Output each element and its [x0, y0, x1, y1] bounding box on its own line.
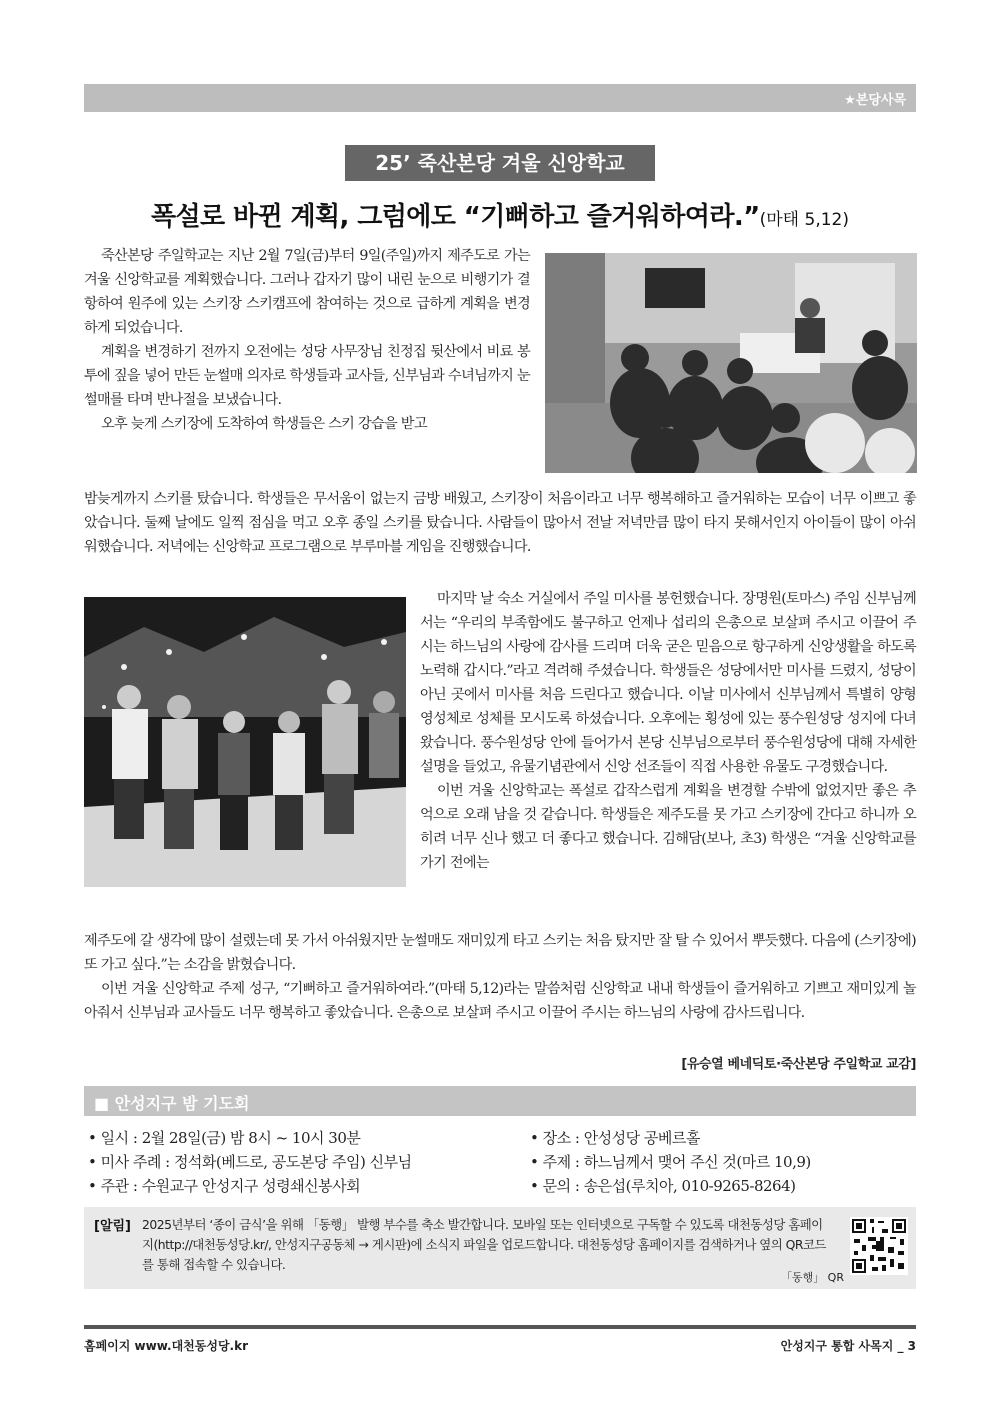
indoor-mass-photo	[545, 253, 917, 473]
prayer-info-left	[88, 1126, 412, 1198]
series-title: 25’ 죽산본당 겨울 신앙학교	[345, 145, 655, 181]
notice-text: 2025년부터 ‘종이 금식’을 위해 「동행」 발행 부수를 축소 발간합니다. 모바일 또는 인터넷으로 구독할 수 있도록 대천동성당 홈페이지(http://대천동성당.kr/, 안성지구공동체 → 게시판)에 소식지 파일을 업로드합니다. 대천동성당 홈페이지를 검색하거나 옆의 QR코드를 통해 접속할 수 있습니다.	[142, 1217, 826, 1272]
header-band	[84, 84, 916, 112]
footer-rule	[84, 1325, 916, 1329]
paragraph-1: 죽산본당 주일학교는 지난 2월 7일(금)부터 9일(주일)까지 제주도로 가는 겨울 신앙학교를 계획했습니다. 그러나 갑자기 많이 내린 눈으로 비행기가 결항하여 원주에 있는 스키장 스키캠프에 참여하는 것으로 급하게 계획을 변경하게 되었습니다.	[84, 248, 530, 336]
paragraph-5-rest: 제주도에 갈 생각에 많이 설렜는데 못 가서 아쉬웠지만 눈썰매도 재미있게 타고 스키는 처음 탔지만 잘 탈 수 있어서 뿌듯했다. 다음에 (스키장에) 또 가고 싶다.”는 소감을 밝혔습니다.	[84, 933, 916, 973]
qr-code-icon[interactable]	[850, 1217, 908, 1275]
ski-group-photo	[84, 597, 406, 887]
paragraph-2: 계획을 변경하기 전까지 오전에는 성당 사무장님 친정집 뒷산에서 비료 봉투에 짚을 넣어 만든 눈썰매 의자로 학생들과 교사들, 신부님과 수녀님까지 눈썰매를 타며 반나절을 보냈습니다.	[84, 344, 530, 408]
notice-box	[84, 1207, 916, 1289]
prayer-section-title: ■ 안성지구 밤 기도회	[94, 1094, 250, 1113]
article-column-right	[420, 587, 916, 875]
footer-homepage: 홈페이지 www.대천동성당.kr	[84, 1339, 249, 1353]
paragraph-4: 마지막 날 숙소 거실에서 주일 미사를 봉헌했습니다. 장명원(토마스) 주임 신부님께서는 “우리의 부족함에도 불구하고 언제나 섭리의 은총으로 보살펴 주시고 이끌어 주시는 하느님의 사랑에 감사를 드리며 더욱 굳은 믿음으로 항구하게 신앙생활을 하도록 노력해 갑시다.”라고 격려해 주셨습니다. 학생들은 성당에서만 미사를 드렸지, 성당이 아닌 곳에서 미사를 처음 드린다고 했습니다. 이날 미사에서 신부님께서 특별히 양형 영성체로 성체를 모시도록 하셨습니다. 오후에는 횡성에 있는 풍수원성당 성지에 다녀왔습니다. 풍수원성당 안에 들어가서 본당 신부님으로부터 풍수원성당에 대해 자세한 설명을 들었고, 유물기념관에서 신앙 선조들이 직접 사용한 유물도 구경했습니다.	[420, 591, 916, 775]
prayer-host: • 주관 : 수원교구 안성지구 성령쇄신봉사회	[88, 1174, 412, 1198]
qr-caption: 「동행」 QR	[780, 1271, 844, 1284]
article-wide-top	[84, 487, 916, 559]
headline-text: 폭설로 바뀐 계획, 그럼에도 “기뻐하고 즐거워하여라.”	[150, 202, 760, 232]
prayer-section-band	[84, 1086, 916, 1116]
section-label: ★본당사목	[844, 93, 906, 108]
prayer-date: • 일시 : 2월 28일(금) 밤 8시 ~ 10시 30분	[88, 1126, 412, 1150]
prayer-theme: • 주제 : 하느님께서 맺어 주신 것(마르 10,9)	[530, 1150, 811, 1174]
byline: [유승열 베네딕토·죽산본당 주일학교 교감]	[681, 1057, 916, 1072]
headline-citation: (마태 5,12)	[759, 210, 849, 230]
prayer-info-right	[530, 1126, 811, 1198]
footer-page-label: 안성지구 통합 사목지 _ 3	[780, 1339, 916, 1353]
paragraph-3-rest: 밤늦게까지 스키를 탔습니다. 학생들은 무서움이 없는지 금방 배웠고, 스키장이 처음이라고 너무 행복해하고 즐거워하는 모습이 너무 이쁘고 좋았습니다. 둘째 날에도 일찍 점심을 먹고 오후 종일 스키를 탔습니다. 사람들이 많아서 전날 저녁만큼 많이 타지 못해서인지 아이들이 많이 아쉬워했습니다. 저녁에는 신앙학교 프로그램으로 부루마블 게임을 진행했습니다.	[84, 491, 916, 555]
notice-tag: [알림]	[94, 1219, 131, 1234]
prayer-contact: • 문의 : 송은섭(루치아, 010-9265-8264)	[530, 1174, 811, 1198]
article-column-top	[84, 244, 530, 436]
article-wide-bottom	[84, 929, 916, 1025]
paragraph-6: 이번 겨울 신앙학교 주제 성구, “기뻐하고 즐거워하여라.”(마태 5,12)라는 말씀처럼 신앙학교 내내 학생들이 즐거워하고 기쁘고 재미있게 놀아줘서 신부님과 교사들도 너무 행복하고 좋았습니다. 은총으로 보살펴 주시고 이끌어 주시는 하느님의 사랑에 감사드립니다.	[84, 981, 916, 1021]
headline	[84, 196, 916, 233]
paragraph-5-start: 이번 겨울 신앙학교는 폭설로 갑작스럽게 계획을 변경할 수밖에 없었지만 좋은 추억으로 오래 남을 것 같습니다. 학생들은 제주도를 못 가고 스키장에 간다고 하니까 오히려 너무 신나 했고 더 좋다고 했습니다. 김해담(보나, 초3) 학생은 “겨울 신앙학교를 가기 전에는	[420, 783, 916, 871]
prayer-place: • 장소 : 안성성당 공베르홀	[530, 1126, 811, 1150]
prayer-celebrant: • 미사 주례 : 정석화(베드로, 공도본당 주임) 신부님	[88, 1150, 412, 1174]
paragraph-3-start: 오후 늦게 스키장에 도착하여 학생들은 스키 강습을 받고	[101, 416, 427, 432]
